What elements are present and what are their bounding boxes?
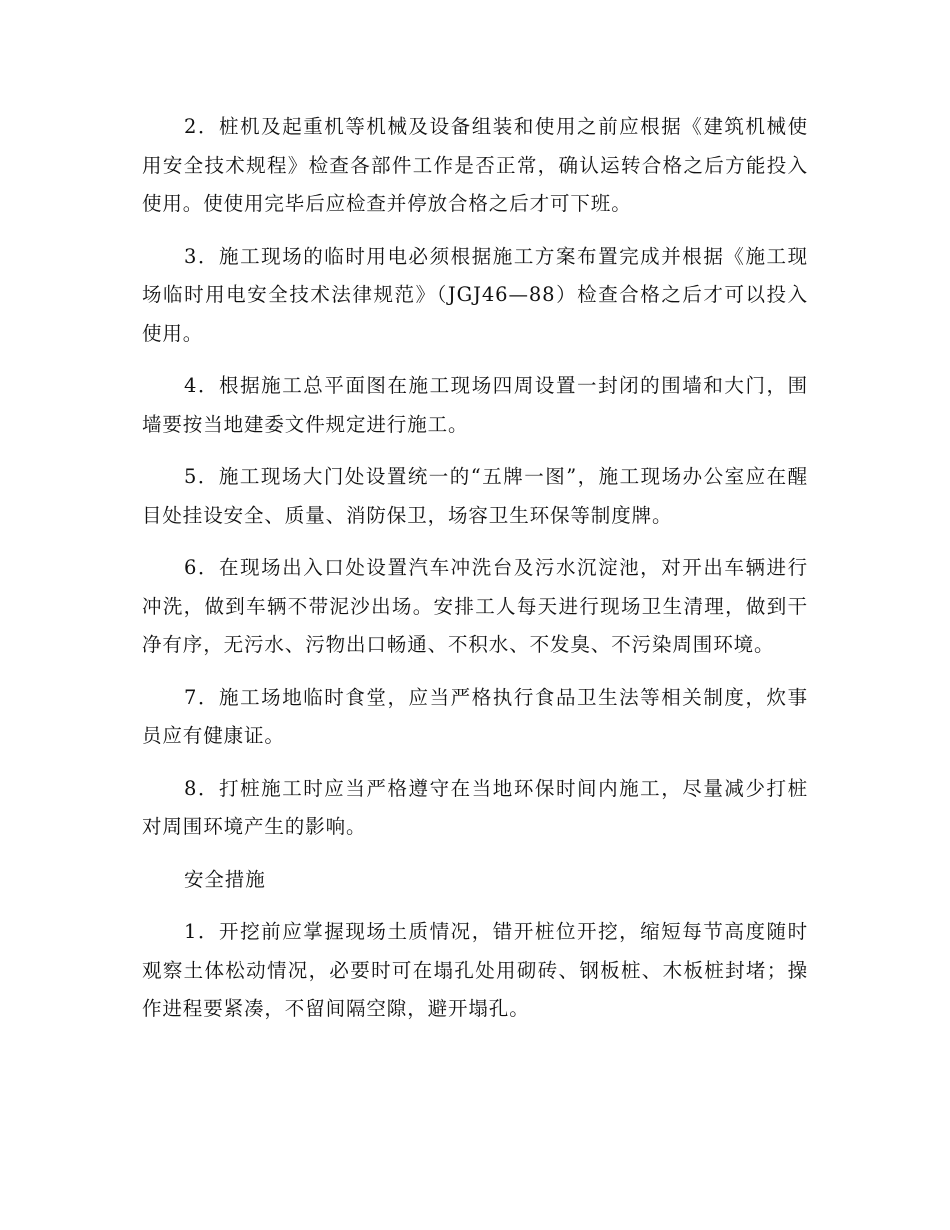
safety-paragraph-item-1: 1．开挖前应掌握现场土质情况，错开桩位开挖，缩短每节高度随时观察土体松动情况，必要时可在塌孔处用砌砖、钢板桩、木板桩封堵；操作进程要紧凑，不留间隔空隙，避开塌孔。 <box>142 920 808 1020</box>
section-heading: 安全措施 <box>184 867 266 891</box>
paragraph-item-3: 3．施工现场的临时用电必须根据施工方案布置完成并根据《施工现场临时用电安全技术法律规范》（JGJ46—88）检查合格之后才可以投入使用。 <box>142 244 808 345</box>
document-body <box>142 108 808 1043</box>
paragraph-item-8: 8．打桩施工时应当严格遵守在当地环保时间内施工，尽量减少打桩对周围环境产生的影响。 <box>142 776 808 838</box>
paragraph-item-4: 4．根据施工总平面图在施工现场四周设置一封闭的围墙和大门，围墙要按当地建委文件规定进行施工。 <box>142 374 808 436</box>
paragraph-item-6: 6．在现场出入口处设置汽车冲洗台及污水沉淀池，对开出车辆进行冲洗，做到车辆不带泥沙出场。安排工人每天进行现场卫生清理，做到干净有序，无污水、污物出口畅通、不积水、不发臭、不污染周围环境。 <box>142 556 808 656</box>
paragraph-item-5: 5．施工现场大门处设置统一的“五牌一图”，施工现场办公室应在醒目处挂设安全、质量、消防保卫，场容卫生环保等制度牌。 <box>142 465 808 527</box>
paragraph-item-7: 7．施工场地临时食堂，应当严格执行食品卫生法等相关制度，炊事员应有健康证。 <box>142 685 808 747</box>
paragraph-item-2: 2．桩机及起重机等机械及设备组装和使用之前应根据《建筑机械使用安全技术规程》检查各部件工作是否正常，确认运转合格之后方能投入使用。使使用完毕后应检查并停放合格之后才可下班。 <box>142 115 808 215</box>
